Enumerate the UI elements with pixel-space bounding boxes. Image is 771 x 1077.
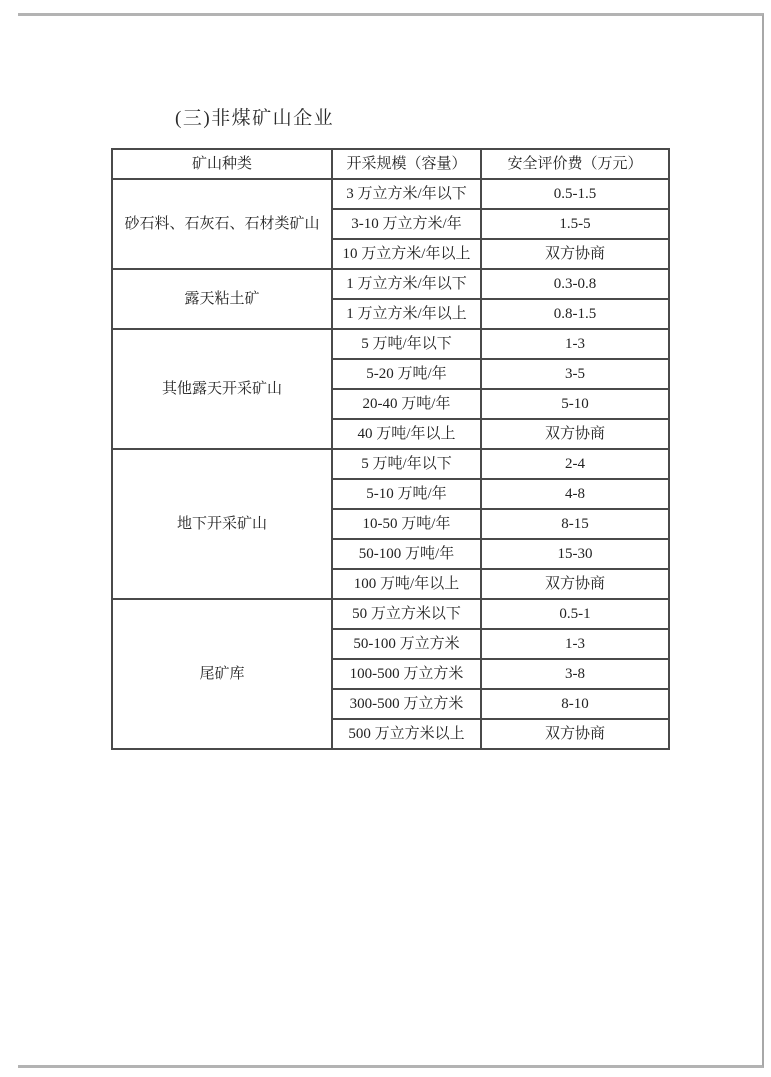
scale-cell: 5-10 万吨/年 xyxy=(332,479,481,509)
fee-cell: 双方协商 xyxy=(481,239,669,269)
scale-cell: 10-50 万吨/年 xyxy=(332,509,481,539)
fee-cell: 双方协商 xyxy=(481,719,669,749)
fee-cell: 0.5-1 xyxy=(481,599,669,629)
header-mine-type: 矿山种类 xyxy=(112,149,332,179)
fee-cell: 双方协商 xyxy=(481,569,669,599)
scale-cell: 3-10 万立方米/年 xyxy=(332,209,481,239)
table-row xyxy=(112,179,669,209)
mine-type-cell: 其他露天开采矿山 xyxy=(112,329,332,449)
table-header-row xyxy=(112,149,669,179)
scale-cell: 5-20 万吨/年 xyxy=(332,359,481,389)
fee-cell: 0.8-1.5 xyxy=(481,299,669,329)
fee-cell: 2-4 xyxy=(481,449,669,479)
fee-cell: 15-30 xyxy=(481,539,669,569)
scale-cell: 10 万立方米/年以上 xyxy=(332,239,481,269)
scale-cell: 3 万立方米/年以下 xyxy=(332,179,481,209)
mine-type-cell: 砂石料、石灰石、石材类矿山 xyxy=(112,179,332,269)
section-title: (三)非煤矿山企业 xyxy=(175,108,335,129)
mine-type-cell: 地下开采矿山 xyxy=(112,449,332,599)
fee-table-body xyxy=(112,179,669,749)
mine-type-cell: 露天粘土矿 xyxy=(112,269,332,329)
fee-cell: 8-15 xyxy=(481,509,669,539)
table-row xyxy=(112,269,669,299)
fee-cell: 1-3 xyxy=(481,629,669,659)
scale-cell: 50-100 万吨/年 xyxy=(332,539,481,569)
fee-cell: 0.3-0.8 xyxy=(481,269,669,299)
scale-cell: 5 万吨/年以下 xyxy=(332,449,481,479)
scale-cell: 40 万吨/年以上 xyxy=(332,419,481,449)
scale-cell: 20-40 万吨/年 xyxy=(332,389,481,419)
header-scale: 开采规模（容量） xyxy=(332,149,481,179)
table-row xyxy=(112,599,669,629)
table-row xyxy=(112,449,669,479)
scale-cell: 500 万立方米以上 xyxy=(332,719,481,749)
scale-cell: 1 万立方米/年以上 xyxy=(332,299,481,329)
scale-cell: 5 万吨/年以下 xyxy=(332,329,481,359)
fee-cell: 1.5-5 xyxy=(481,209,669,239)
mine-type-cell: 尾矿库 xyxy=(112,599,332,749)
scale-cell: 100 万吨/年以上 xyxy=(332,569,481,599)
fee-cell: 1-3 xyxy=(481,329,669,359)
fee-cell: 3-5 xyxy=(481,359,669,389)
fee-cell: 4-8 xyxy=(481,479,669,509)
fee-cell: 双方协商 xyxy=(481,419,669,449)
header-fee: 安全评价费（万元） xyxy=(481,149,669,179)
fee-cell: 8-10 xyxy=(481,689,669,719)
fee-cell: 5-10 xyxy=(481,389,669,419)
scale-cell: 50 万立方米以下 xyxy=(332,599,481,629)
scale-cell: 300-500 万立方米 xyxy=(332,689,481,719)
table-row xyxy=(112,329,669,359)
fee-cell: 0.5-1.5 xyxy=(481,179,669,209)
scale-cell: 50-100 万立方米 xyxy=(332,629,481,659)
fee-cell: 3-8 xyxy=(481,659,669,689)
scale-cell: 100-500 万立方米 xyxy=(332,659,481,689)
scale-cell: 1 万立方米/年以下 xyxy=(332,269,481,299)
fee-table xyxy=(111,148,670,750)
